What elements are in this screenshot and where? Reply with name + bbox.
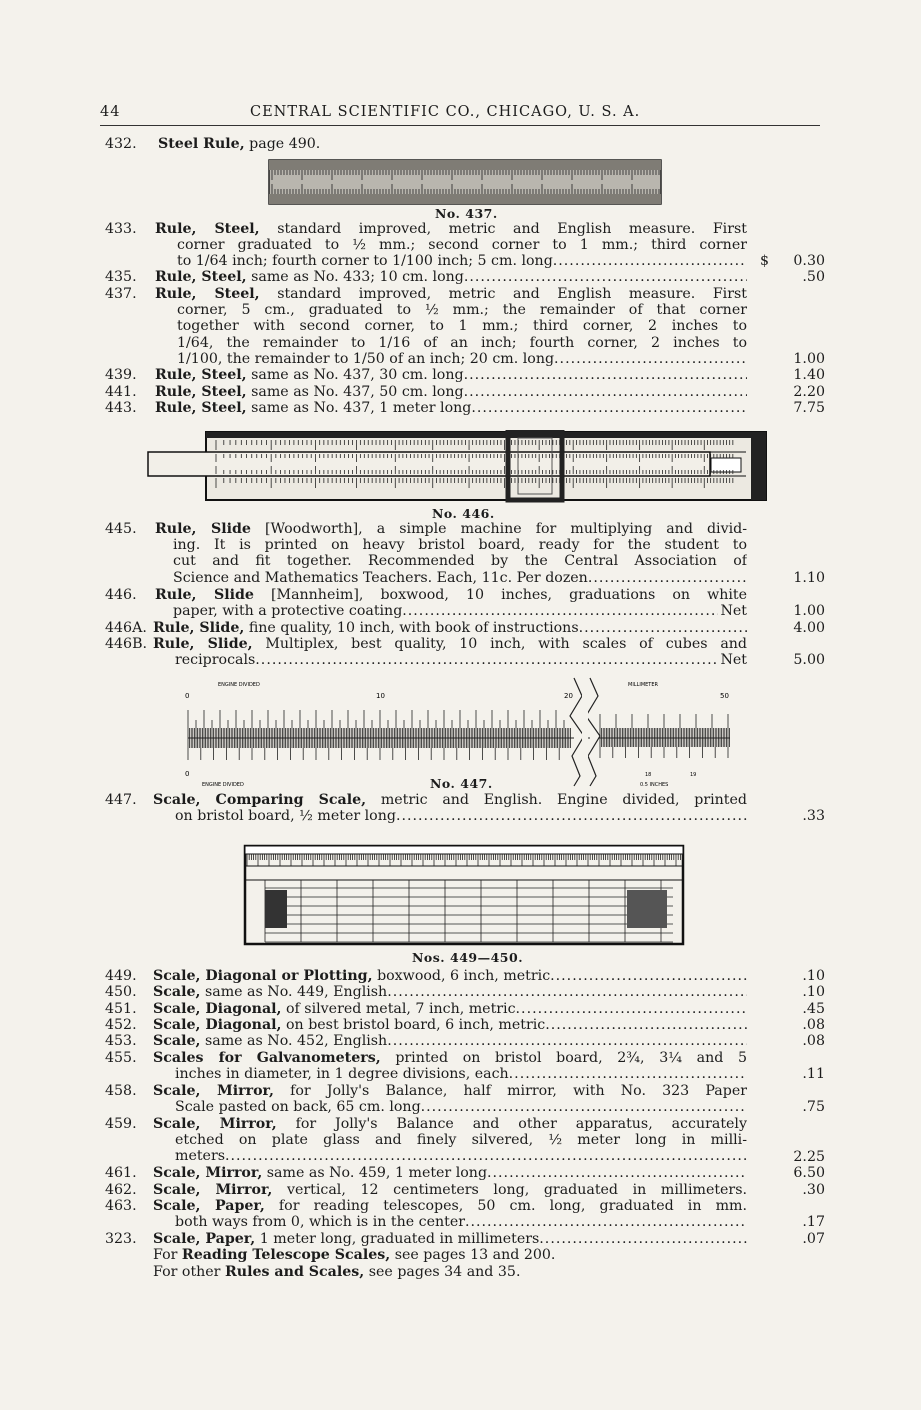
entry-text: same as No. 449, English	[204, 984, 388, 1000]
entry-price: 5.00	[793, 652, 825, 668]
entry-text: 1/100, the remainder to 1/50 of an inch; 20 cm. long	[177, 350, 555, 367]
entry-price: .08	[802, 1033, 825, 1049]
label-engine-divided-bottom: ENGINE DIVIDED	[202, 782, 244, 788]
note-text: For	[153, 1247, 178, 1263]
entry-text: to 1/64 inch; fourth corner to 1/100 inch; 5 cm. long	[177, 253, 553, 270]
entry-text: [Woodworth], a simple machine for multiplying and divid-	[265, 521, 747, 537]
entry-number: 450.	[105, 984, 137, 1000]
entry-number: 437.	[105, 286, 137, 302]
entry-number: 459.	[105, 1116, 137, 1132]
entry-price: .30	[802, 1182, 825, 1198]
tick-label-50: 50	[720, 692, 729, 700]
entry-name: Scale, Paper,	[153, 1198, 265, 1214]
entry-price: 1.00	[793, 351, 825, 367]
entry-text: vertical, 12 centimeters long, graduated in millimeters.	[286, 1182, 747, 1198]
entry-text: Scale pasted on back, 65 cm. long	[175, 1099, 421, 1116]
entry-name: Rule, Steel,	[155, 269, 247, 285]
entry-text: Science and Mathematics Teachers. Each, 11c. Per dozen	[173, 569, 588, 586]
entry-text: reciprocals	[175, 652, 256, 669]
tick-label-10: 10	[376, 692, 385, 700]
entry-number: 446A.	[105, 620, 147, 636]
entry-text: fine quality, 10 inch, with book of instructions	[248, 620, 579, 636]
entry-price: .50	[802, 269, 825, 285]
entry-text: paper, with a protective coating	[173, 603, 403, 620]
entry-number: 446.	[105, 587, 137, 603]
entry-text: etched on plate glass and finely silvered, ½ meter long in milli-	[175, 1132, 747, 1149]
entry-number: 452.	[105, 1017, 137, 1033]
note-text: For other	[153, 1264, 221, 1280]
entry-text: standard improved, metric and English measure. First	[277, 221, 747, 237]
entry-name: Rule, Steel,	[155, 286, 260, 302]
page-title: CENTRAL SCIENTIFIC CO., CHICAGO, U. S. A.	[250, 104, 641, 120]
entry-text: 1 meter long, graduated in millimeters	[259, 1231, 540, 1247]
comparing-scale-figure	[182, 676, 738, 788]
entry-name: Scales for Galvanometers,	[153, 1050, 381, 1066]
tick-label-0: 0	[185, 692, 190, 700]
page-number: 44	[100, 104, 121, 120]
entry-name: Scale, Mirror,	[153, 1116, 277, 1132]
entry-number: 445.	[105, 521, 137, 537]
header-rule	[100, 125, 820, 126]
entry-price: .75	[802, 1099, 825, 1115]
entry-text: for reading telescopes, 50 cm. long, graduated in mm.	[278, 1198, 747, 1214]
tick-label-bottom-19: 19	[690, 772, 697, 778]
entry-text: corner, 5 cm., graduated to ½ mm.; the remainder of that corner	[177, 302, 747, 319]
figure-caption-446: No. 446.	[432, 506, 495, 521]
entry-price: 1.10	[793, 570, 825, 586]
entry-text: boxwood, 6 inch, metric	[377, 968, 551, 984]
entry-name: Scale, Diagonal,	[153, 1001, 282, 1017]
entry-price: 4.00	[793, 620, 825, 636]
entry-price: .17	[802, 1214, 825, 1230]
entry-text: for Jolly's Balance and other apparatus, accurately	[295, 1116, 747, 1132]
figure-caption-437: No. 437.	[435, 206, 498, 221]
entry-text: of silvered metal, 7 inch, metric	[286, 1001, 516, 1017]
entry-text: page 490.	[249, 136, 321, 152]
entry-number: 432.	[105, 136, 137, 152]
entry-price: 2.25	[793, 1149, 825, 1165]
note-bold: Rules and Scales,	[224, 1264, 365, 1280]
entry-name: Scale, Mirror,	[153, 1182, 273, 1198]
entry-name: Scale,	[153, 1033, 201, 1049]
entry-name: Rule, Slide,	[153, 636, 253, 652]
entry-text: ing. It is printed on heavy bristol board, ready for the student to	[173, 537, 747, 554]
entry-price: .45	[802, 1001, 825, 1017]
entry-text: metric and English. Engine divided, printed	[380, 792, 747, 808]
entry-name: Rule, Steel,	[155, 221, 260, 237]
entry-number: 446B.	[105, 636, 148, 652]
entry-name: Scale,	[153, 984, 201, 1000]
tick-label-bottom-0: 0	[185, 770, 190, 778]
entry-text: 1/64, the remainder to 1/16 of an inch; fourth corner, 2 inches to	[177, 334, 747, 351]
entry-price: .10	[802, 984, 825, 1000]
entry-name: Scale, Diagonal or Plotting,	[153, 968, 373, 984]
entry-number: 455.	[105, 1050, 137, 1066]
entry-text: together with second corner, to 1 mm.; third corner, 2 inches to	[177, 318, 747, 335]
entry-number: 462.	[105, 1182, 137, 1198]
entry-text: same as No. 437, 30 cm. long	[251, 367, 464, 383]
entry-name: Rule, Slide,	[153, 620, 245, 636]
entry-text: Multiplex, best quality, 10 inch, with scales of cubes and	[265, 636, 747, 652]
entry-number: 451.	[105, 1001, 137, 1017]
entry-price: 0.30	[793, 253, 825, 269]
entry-price: .11	[802, 1066, 825, 1082]
note-bold: Reading Telescope Scales,	[181, 1247, 391, 1263]
tick-label-bottom-18: 18	[645, 772, 652, 778]
dollar-sign: $	[760, 253, 770, 269]
entry-number: 439.	[105, 367, 137, 383]
entry-text: same as No. 437, 1 meter long	[251, 400, 472, 416]
figure-caption-447: No. 447.	[430, 776, 493, 791]
entry-text: same as No. 452, English	[204, 1033, 388, 1049]
entry-text: corner graduated to ½ mm.; second corner to 1 mm.; third corner	[177, 237, 747, 254]
entry-number: 435.	[105, 269, 137, 285]
entry-number: 443.	[105, 400, 137, 416]
entry-number: 323.	[105, 1231, 137, 1247]
label-millimeter: MILLIMETER	[628, 682, 658, 688]
entry-text: on bristol board, ½ meter long	[175, 808, 396, 825]
entry-price: 6.50	[793, 1165, 825, 1181]
entry-number: 433.	[105, 221, 137, 237]
entry-price: 2.20	[793, 384, 825, 400]
entry-name: Rule, Steel,	[155, 367, 247, 383]
entry-name: Rule, Slide	[155, 521, 251, 537]
entry-price: 1.40	[793, 367, 825, 383]
entry-number: 447.	[105, 792, 137, 808]
entry-name: Scale, Mirror,	[153, 1165, 263, 1181]
entry-number: 441.	[105, 384, 137, 400]
diagonal-scale-figure	[243, 844, 685, 946]
slide-rule-figure	[146, 430, 770, 504]
entry-price: .08	[802, 1017, 825, 1033]
page-header	[100, 104, 820, 124]
entry-number: 463.	[105, 1198, 137, 1214]
entry-number: 449.	[105, 968, 137, 984]
entry-text: both ways from 0, which is in the center	[175, 1214, 465, 1231]
figure-caption-449-450: Nos. 449—450.	[412, 950, 524, 965]
label-inches: 0.5 INCHES	[640, 782, 669, 788]
entry-name: Scale, Diagonal,	[153, 1017, 282, 1033]
label-engine-divided-top: ENGINE DIVIDED	[218, 682, 260, 688]
entry-price: .10	[802, 968, 825, 984]
entry-name: Steel Rule,	[158, 136, 245, 152]
entry-text: meters	[175, 1148, 226, 1165]
entry-name: Rule, Steel,	[155, 400, 247, 416]
net-label: Net	[720, 652, 747, 669]
entry-text: same as No. 459, 1 meter long	[266, 1165, 488, 1181]
entry-text: same as No. 433; 10 cm. long	[251, 269, 464, 285]
entry-number: 458.	[105, 1083, 137, 1099]
entry-text: [Mannheim], boxwood, 10 inches, graduations on white	[271, 587, 747, 603]
entry-text: inches in diameter, in 1 degree divisions, each	[175, 1066, 509, 1083]
entry-name: Rule, Slide	[155, 587, 254, 603]
entry-price: .07	[802, 1231, 825, 1247]
entry-name: Scale, Comparing Scale,	[153, 792, 367, 808]
entry-text: cut and fit together. Recommended by the Central Association of	[173, 553, 747, 570]
entry-text: printed on bristol board, 2¾, 3¼ and 5	[395, 1050, 747, 1066]
entry-number: 453.	[105, 1033, 137, 1049]
entry-name: Scale, Paper,	[153, 1231, 256, 1247]
net-label: Net	[720, 603, 747, 620]
steel-rule-figure	[268, 158, 663, 206]
entry-price: 7.75	[793, 400, 825, 416]
entry-text: standard improved, metric and English measure. First	[277, 286, 747, 302]
entry-price: 1.00	[793, 603, 825, 619]
entry-number: 461.	[105, 1165, 137, 1181]
entry-text: for Jolly's Balance, half mirror, with No. 323 Paper	[290, 1083, 747, 1099]
entry-text: on best bristol board, 6 inch, metric	[286, 1017, 546, 1033]
tick-label-20: 20	[564, 692, 573, 700]
entry-price: .33	[802, 808, 825, 824]
entry-text: same as No. 437, 50 cm. long	[251, 384, 464, 400]
note-text: see pages 34 and 35.	[368, 1264, 521, 1280]
entry-name: Scale, Mirror,	[153, 1083, 274, 1099]
note-text: see pages 13 and 200.	[394, 1247, 556, 1263]
entry-name: Rule, Steel,	[155, 384, 247, 400]
